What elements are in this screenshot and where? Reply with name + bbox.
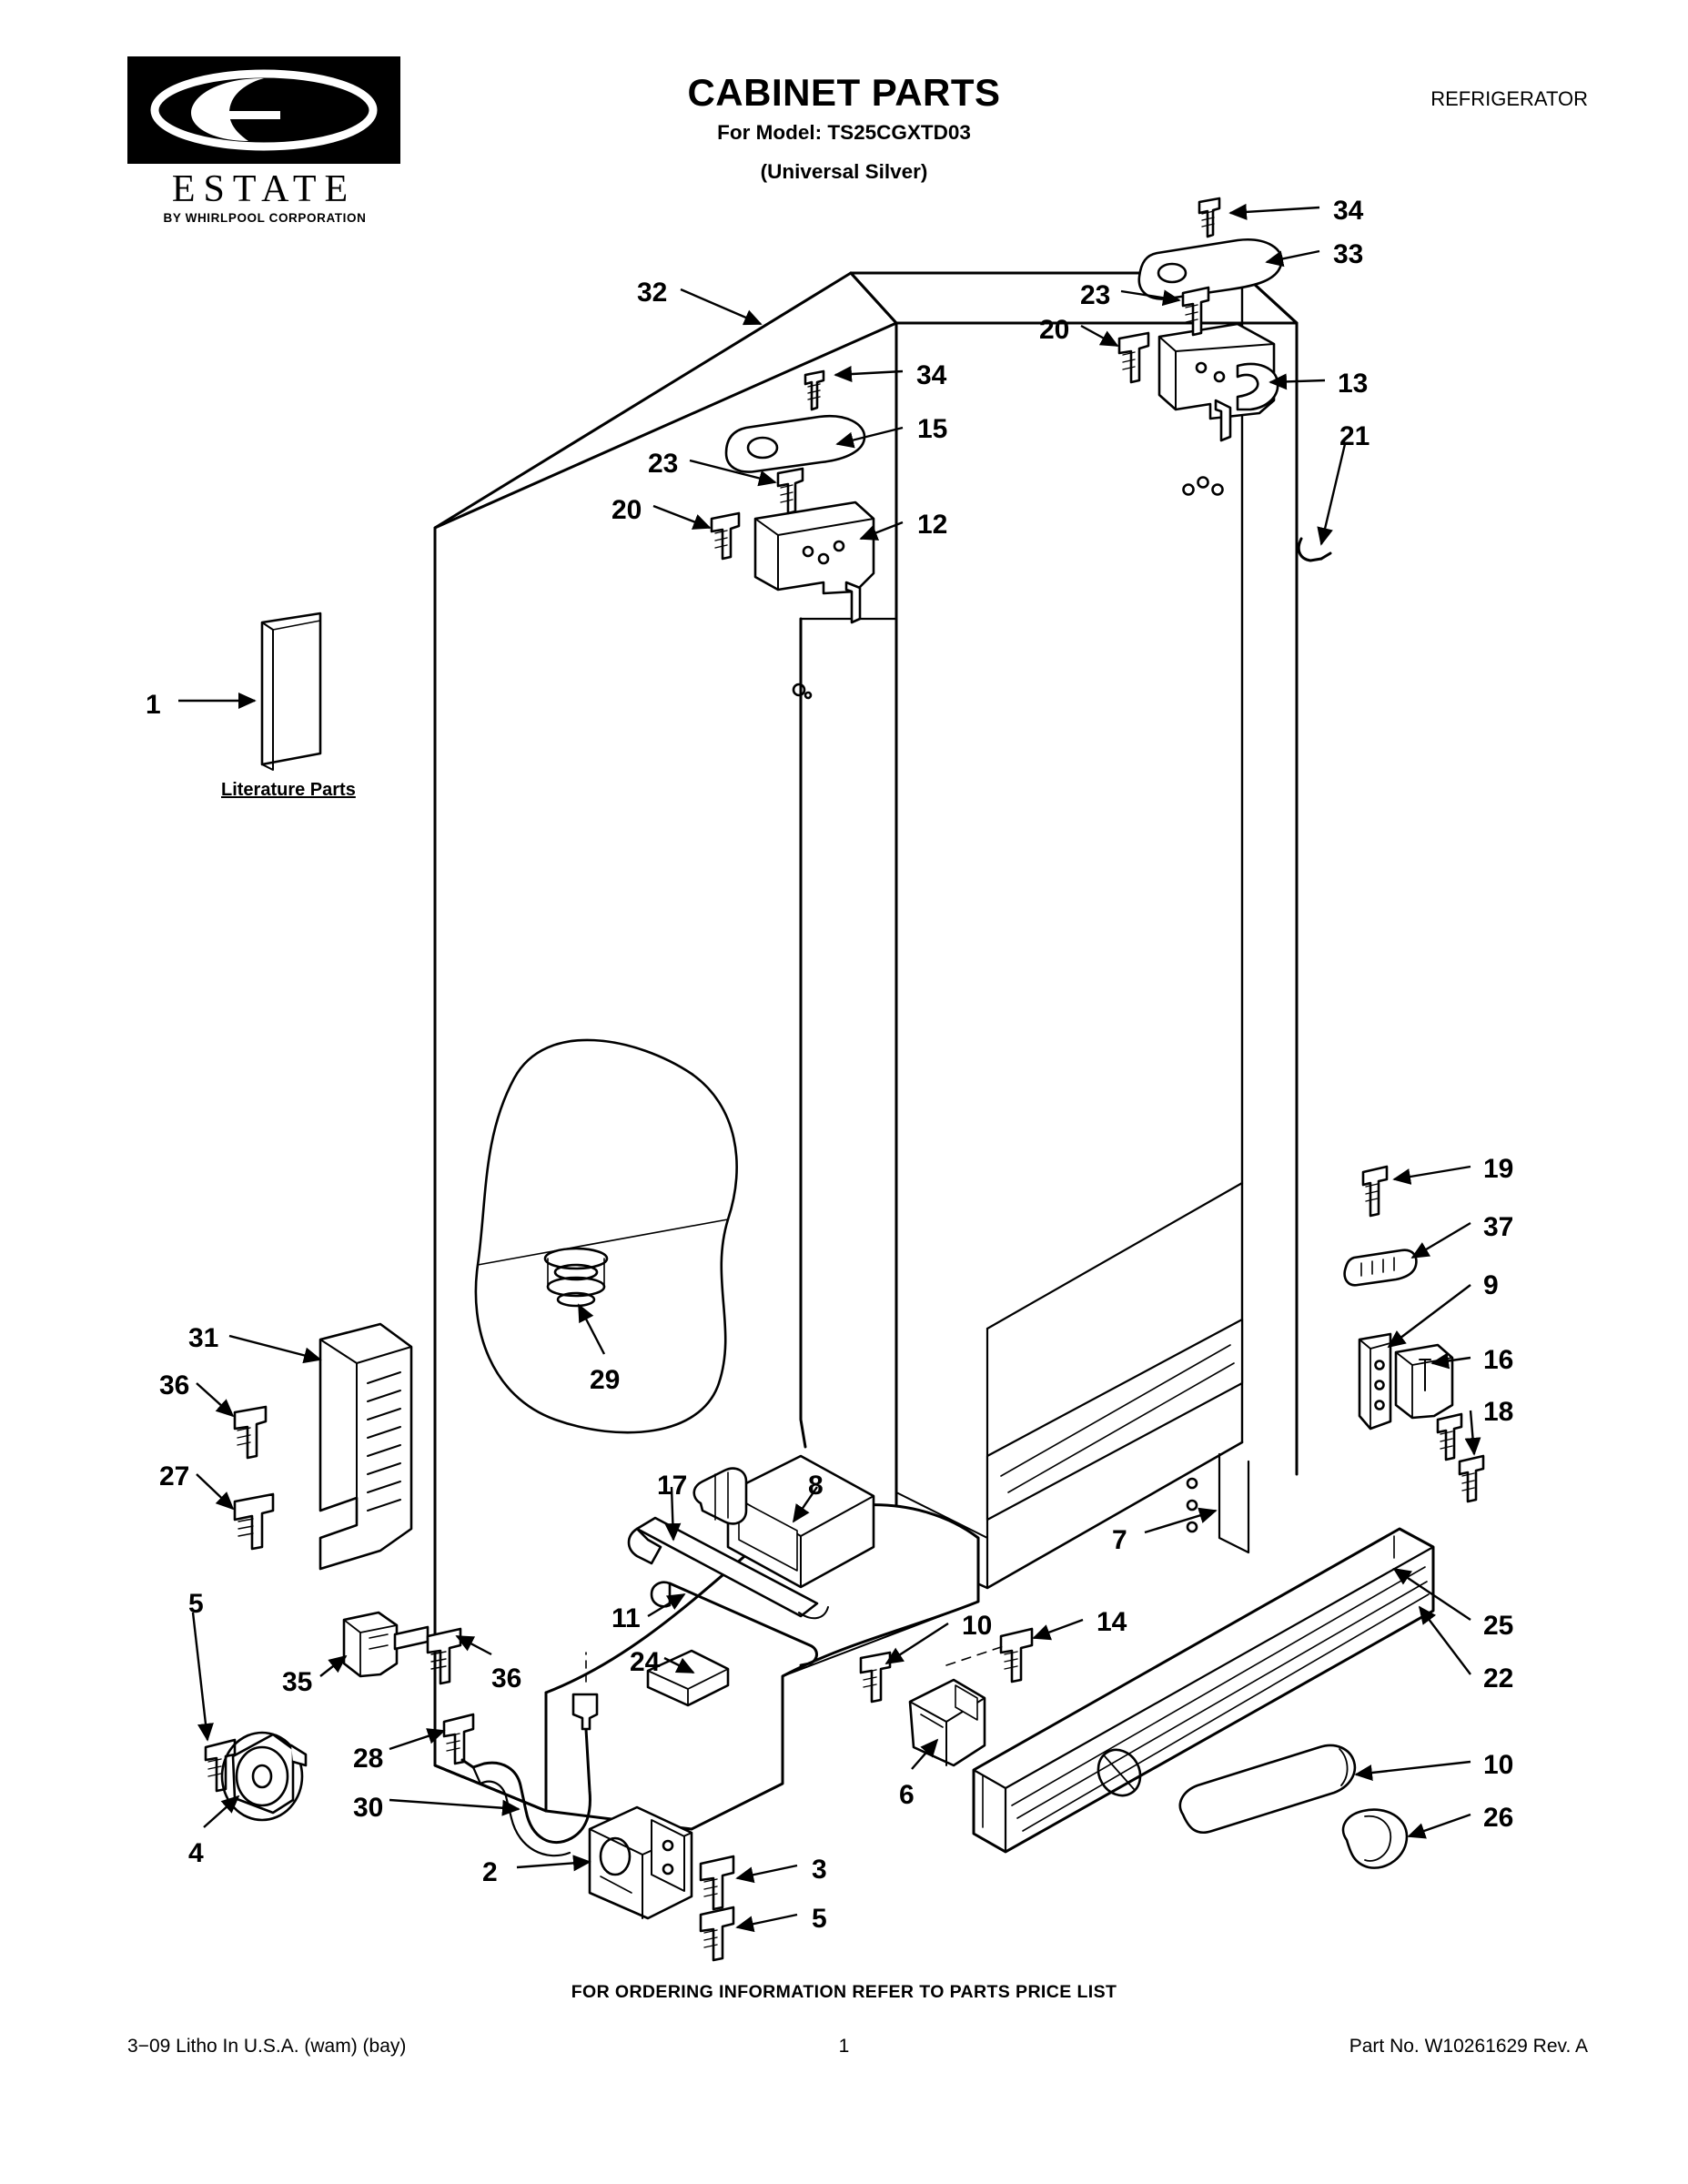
callout-36-left: 36 <box>159 1370 190 1400</box>
callout-20-left: 20 <box>612 495 642 525</box>
callout-14: 14 <box>1097 1607 1127 1637</box>
page-title: CABINET PARTS <box>687 71 1001 114</box>
callout-33: 33 <box>1333 239 1364 269</box>
callout-15: 15 <box>917 414 948 444</box>
logo-wordmark: ESTATE <box>171 168 357 210</box>
callout-22: 22 <box>1483 1663 1514 1694</box>
ordering-note: FOR ORDERING INFORMATION REFER TO PARTS PRICE LIST <box>571 1982 1117 2002</box>
callout-30: 30 <box>353 1793 384 1823</box>
callout-13: 13 <box>1338 369 1369 399</box>
callout-2: 2 <box>482 1857 498 1887</box>
callout-21: 21 <box>1339 421 1370 451</box>
callout-32: 32 <box>637 278 668 308</box>
callout-20-right: 20 <box>1039 315 1070 345</box>
callout-29: 29 <box>590 1365 621 1395</box>
callout-34-right: 34 <box>1333 196 1364 226</box>
model-line: For Model: TS25CGXTD03 <box>717 121 971 144</box>
logo-subtext: BY WHIRLPOOL CORPORATION <box>163 211 367 225</box>
litho-info: 3−09 Litho In U.S.A. (wam) (bay) <box>127 2036 407 2057</box>
callout-23-left: 23 <box>648 449 679 479</box>
part-number: Part No. W10261629 Rev. A <box>1349 2036 1588 2057</box>
callout-26: 26 <box>1483 1803 1514 1833</box>
callout-11: 11 <box>612 1603 641 1633</box>
appliance-category: REFRIGERATOR <box>1430 87 1588 110</box>
callout-24: 24 <box>630 1647 661 1677</box>
callout-35: 35 <box>282 1667 313 1697</box>
callout-5-bottom: 5 <box>812 1904 827 1934</box>
callout-16: 16 <box>1483 1345 1514 1375</box>
callout-18: 18 <box>1483 1397 1514 1427</box>
callout-6: 6 <box>899 1780 915 1810</box>
callout-9: 9 <box>1483 1270 1499 1300</box>
callout-8: 8 <box>808 1471 824 1501</box>
page-number: 1 <box>838 2036 850 2057</box>
callout-5-left: 5 <box>188 1589 204 1619</box>
callout-28: 28 <box>353 1744 384 1774</box>
callout-36-center: 36 <box>491 1663 522 1694</box>
callout-7: 7 <box>1112 1525 1127 1555</box>
callout-25: 25 <box>1483 1611 1514 1641</box>
callout-1: 1 <box>146 690 161 720</box>
callout-10-center: 10 <box>962 1611 993 1641</box>
callout-23-right: 23 <box>1080 280 1111 310</box>
variant-line: (Universal Silver) <box>760 160 928 183</box>
callout-31: 31 <box>188 1323 219 1353</box>
callout-4: 4 <box>188 1838 204 1868</box>
callout-10-right: 10 <box>1483 1750 1514 1780</box>
group-label-literature-parts: Literature Parts <box>221 780 356 800</box>
callout-19: 19 <box>1483 1154 1514 1184</box>
callout-3: 3 <box>812 1855 827 1885</box>
callout-37: 37 <box>1483 1212 1514 1242</box>
callout-12: 12 <box>917 510 948 540</box>
callout-27: 27 <box>159 1461 190 1491</box>
callout-34-left: 34 <box>916 360 947 390</box>
callout-17: 17 <box>657 1471 688 1501</box>
